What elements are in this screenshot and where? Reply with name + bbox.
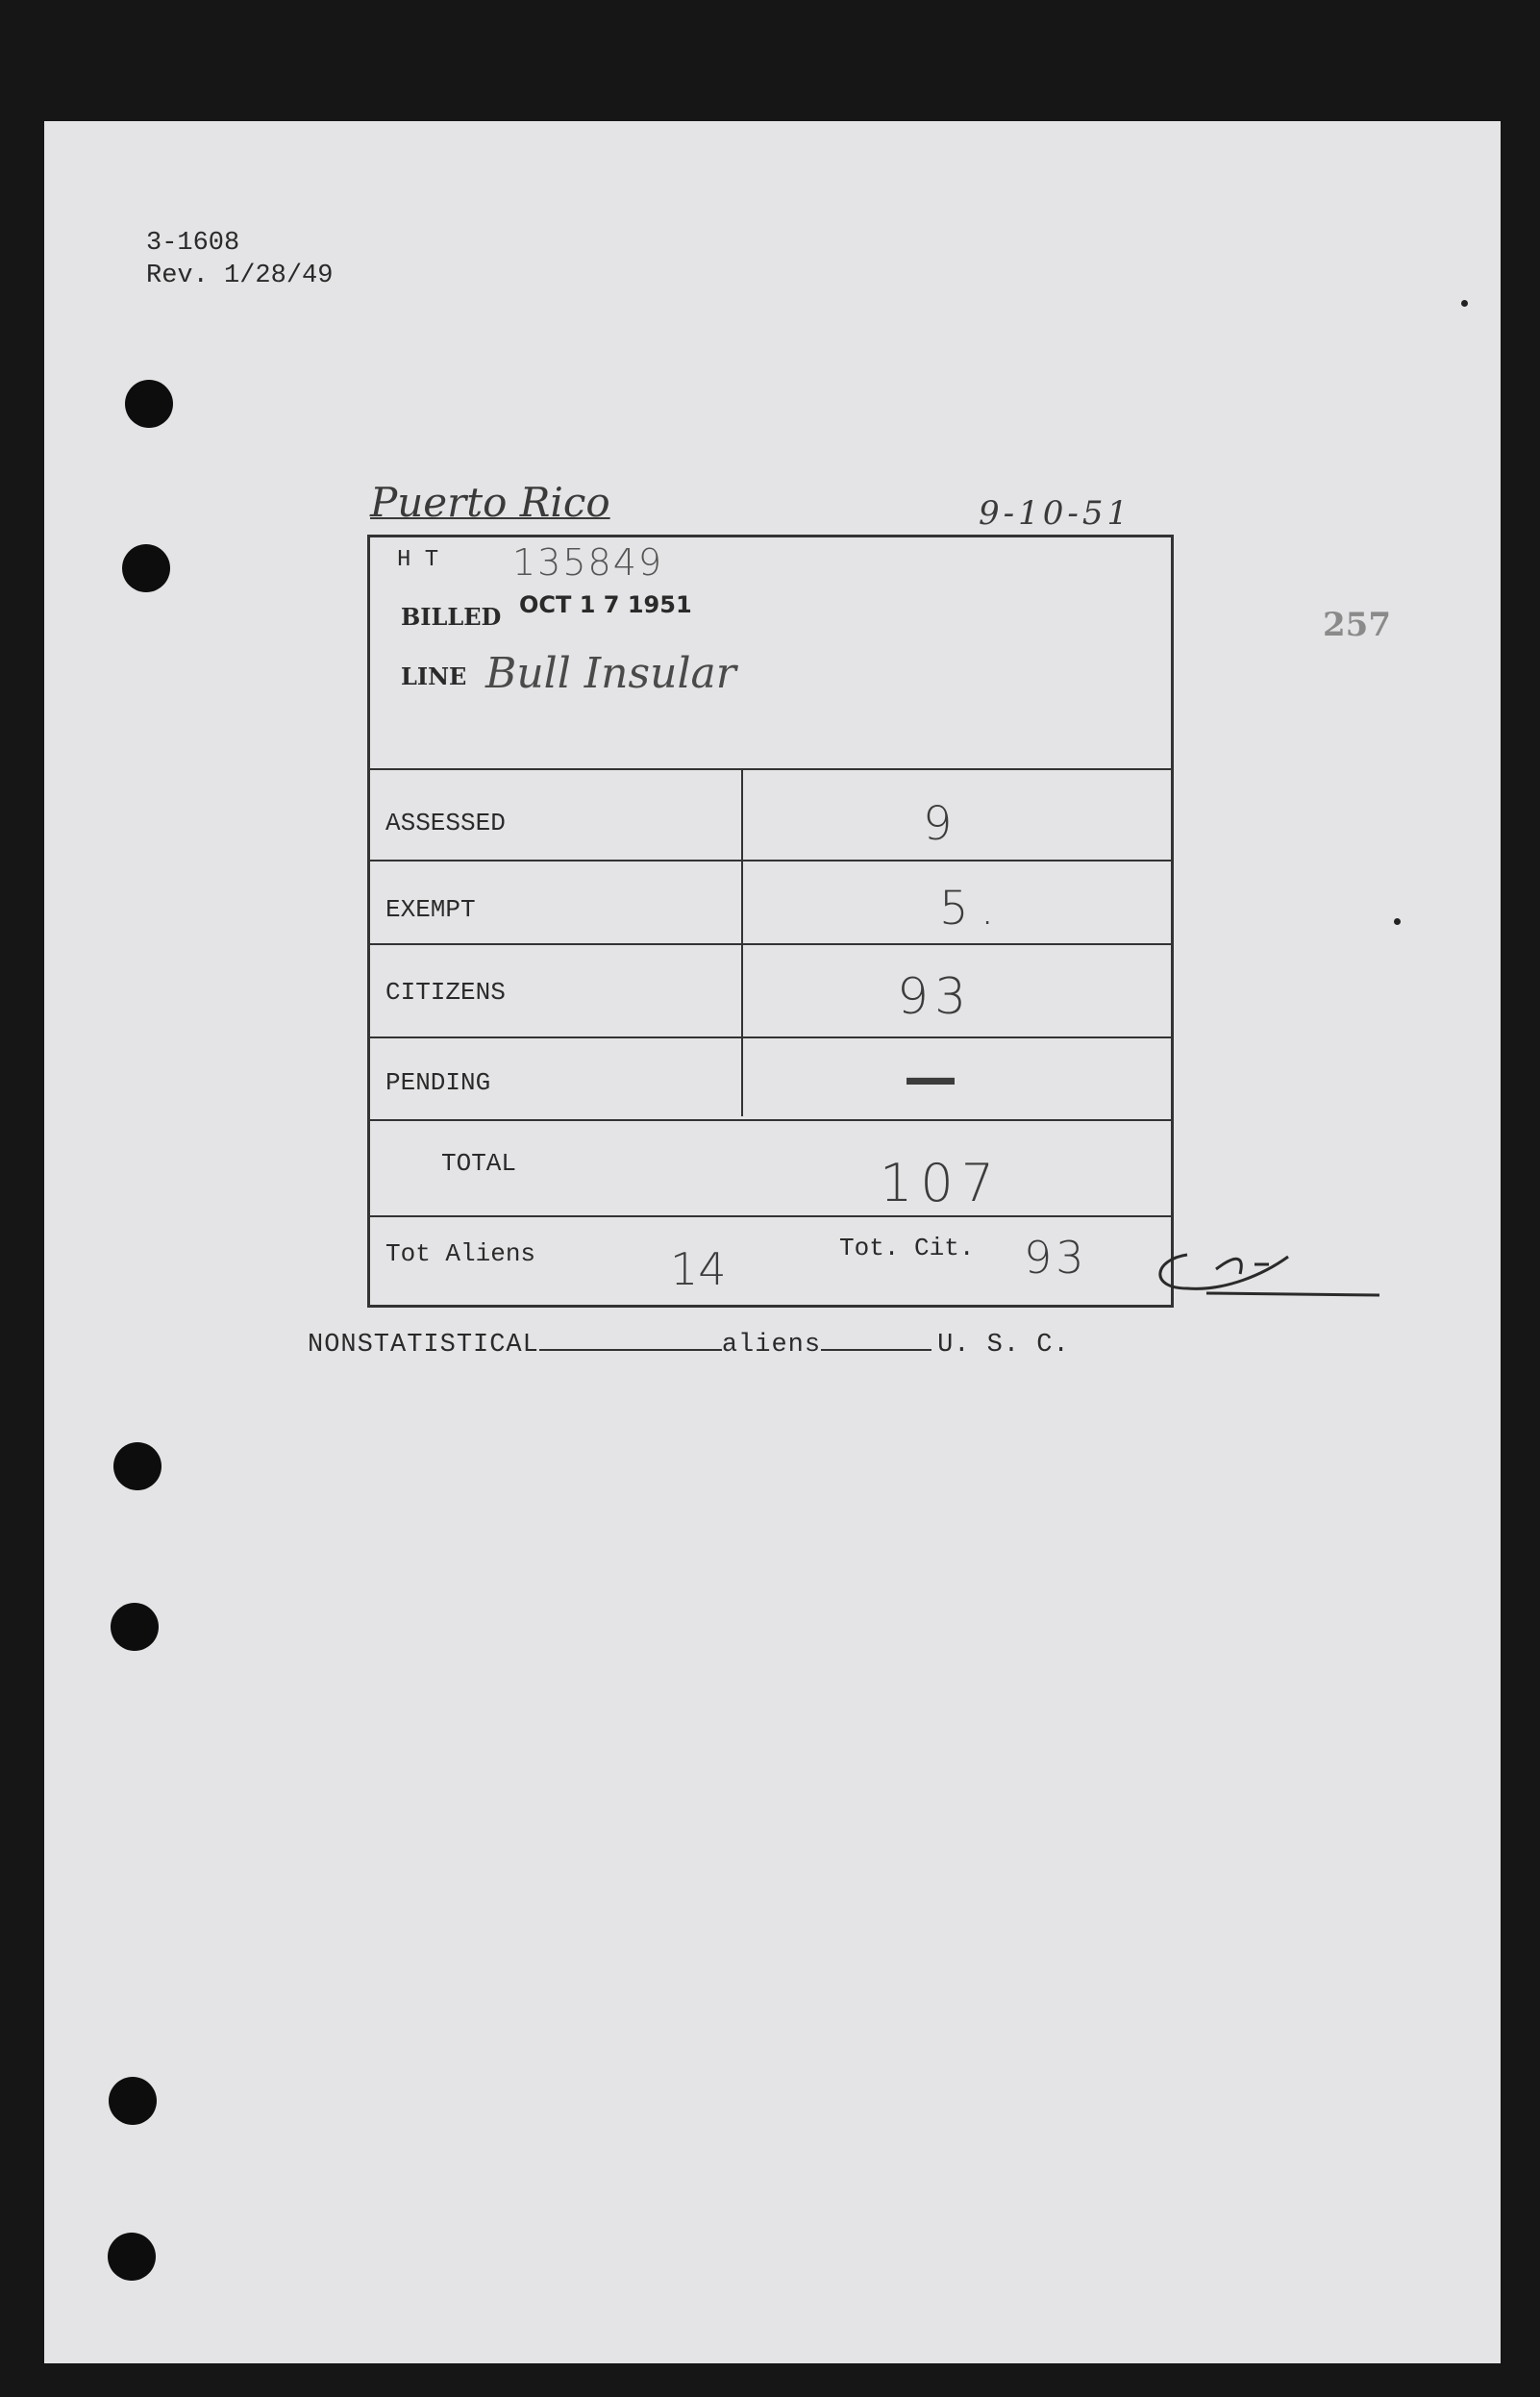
initials-mark [1149, 1236, 1389, 1303]
divider [370, 943, 1171, 945]
blank-field [539, 1349, 722, 1351]
nonstatistical-label: NONSTATISTICAL [308, 1331, 539, 1360]
tot-cit-value: 93 [1024, 1232, 1088, 1284]
line-label: LINE [401, 662, 467, 690]
punch-hole [122, 544, 170, 592]
divider [370, 1215, 1171, 1217]
speck [1394, 918, 1401, 925]
location-handwritten: Puerto Rico [370, 479, 610, 526]
punch-hole [125, 380, 173, 428]
citizens-label: CITIZENS [385, 978, 506, 1007]
blank-field [821, 1349, 931, 1351]
ht-label: H T [397, 547, 439, 573]
nonstatistical-line [308, 1331, 1070, 1360]
form-revision: Rev. 1/28/49 [146, 262, 334, 290]
page-number-stamp: 257 [1323, 606, 1391, 644]
tot-aliens-value: 14 [670, 1243, 727, 1295]
total-label: TOTAL [441, 1149, 517, 1178]
divider [370, 768, 1171, 770]
exempt-value: 5. [939, 882, 1006, 936]
form-number: 3-1608 [146, 229, 240, 258]
divider [370, 860, 1171, 861]
usc-label: U. S. C. [937, 1331, 1070, 1360]
punch-hole [108, 2233, 156, 2281]
divider [370, 1036, 1171, 1038]
aliens-label: aliens [721, 1331, 822, 1360]
date-handwritten: 9-10-51 [979, 494, 1132, 533]
manifest-card [367, 535, 1174, 1308]
pending-label: PENDING [385, 1068, 491, 1097]
ht-number: 135849 [512, 541, 664, 584]
punch-hole [113, 1442, 161, 1490]
divider [370, 1119, 1171, 1121]
form-number-block [146, 227, 333, 292]
line-value-handwritten: Bull Insular [485, 649, 736, 698]
assessed-label: ASSESSED [385, 809, 506, 837]
tot-cit-label: Tot. Cit. [839, 1234, 975, 1262]
billed-date-stamp: OCT 1 7 1951 [519, 591, 692, 618]
assessed-value: 9 [923, 797, 953, 851]
citizens-value: 93 [897, 968, 973, 1026]
speck [1461, 300, 1468, 307]
column-divider [741, 770, 743, 1116]
punch-hole [109, 2077, 157, 2125]
pending-value: — [904, 1047, 957, 1110]
total-value: 107 [880, 1153, 1003, 1213]
punch-hole [111, 1603, 159, 1651]
tot-aliens-label: Tot Aliens [385, 1239, 536, 1268]
exempt-label: EXEMPT [385, 895, 476, 924]
billed-label: BILLED [401, 603, 502, 631]
